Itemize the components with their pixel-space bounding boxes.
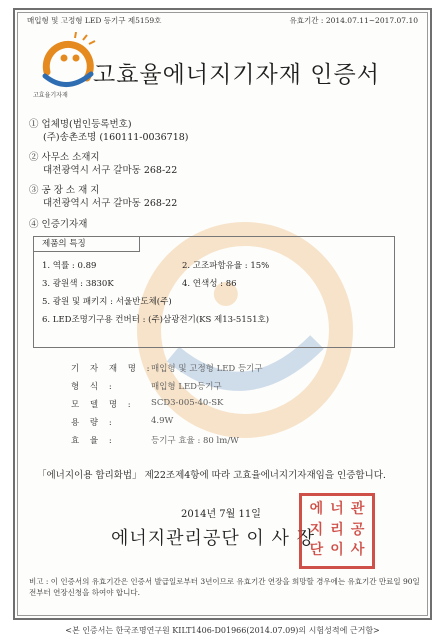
spec-row <box>42 313 269 325</box>
certificate-number: 매입형 및 고정형 LED 등기구 제5159호 <box>27 16 162 25</box>
seal-char: 에 <box>309 501 324 517</box>
company-section <box>29 118 189 144</box>
remarks-note: 비고 : 이 인증서의 유효기간은 인증서 발급일로부터 3년이므로 유효기간 연장을 희망할 경우에는 유효기간 만료일 90일전부터 연장신청을 하여야 합니다. <box>29 577 420 597</box>
issuer-name: 에너지관리공단 이 사 장 <box>111 528 316 549</box>
seal-char: 이 <box>330 542 344 559</box>
info-row-efficiency <box>71 434 239 446</box>
info-value: 매입형 및 고정형 LED 등기구 <box>151 364 263 374</box>
equipment-label: ④ 인증기자재 <box>29 219 88 230</box>
issue-date: 2014년 7월 11일 <box>181 509 261 520</box>
seal-char: 공 <box>350 521 365 538</box>
info-value: SCD3-005-40-SK <box>151 398 224 408</box>
spec-item: 3. 광원색 : 3830K <box>42 279 114 289</box>
page-title: 고효율에너지기자재 인증서 <box>93 62 380 88</box>
info-value: 매입형 LED등기구 <box>151 382 222 392</box>
logo-caption: 고효율기자재 <box>33 92 68 99</box>
seal-char: 사 <box>350 542 365 559</box>
validity-period: 유효기간 : 2014.07.11~2017.07.10 <box>289 16 418 25</box>
info-key: 용 량 : <box>71 418 116 428</box>
info-key: 기 자 재 명 : <box>71 364 154 374</box>
certification-statement: 「에너지이용 합리화법」 제22조제4항에 따라 고효율에너지기자재임을 인증합니다. <box>37 470 386 481</box>
factory-value: 대전광역시 서구 갈마동 268-22 <box>43 198 178 209</box>
info-row-type <box>71 380 222 392</box>
spec-table <box>33 236 395 348</box>
office-label: ② 사무소 소재지 <box>29 152 100 163</box>
factory-section <box>29 184 177 210</box>
spec-item: 1. 역률 : 0.89 <box>42 261 97 271</box>
seal-char: 지 <box>309 521 324 538</box>
info-row-capacity <box>71 416 174 428</box>
info-value: 등기구 효율 : 80 lm/W <box>151 436 239 446</box>
official-seal <box>299 493 375 569</box>
spec-item: 6. LED조명기구용 컨버터 : (주)삼광전기(KS 제13-5151호) <box>42 315 270 325</box>
seal-char: 단 <box>309 542 324 559</box>
info-key: 모 델 명 : <box>71 400 135 410</box>
footer-basis: <본 인증서는 한국조명연구원 KILT1406-D01966(2014.07.09)의 시험성적에 근거함> <box>65 626 380 635</box>
info-key: 형 식 : <box>71 382 116 392</box>
company-value: (주)송촌조명 (160111-0036718) <box>43 132 189 143</box>
company-label: ① 업체명(법인등록번호) <box>29 119 132 130</box>
factory-label: ③ 공 장 소 재 지 <box>29 185 100 196</box>
info-key: 효 율 : <box>71 436 116 446</box>
info-row-model <box>71 398 224 410</box>
seal-char: 너 <box>330 501 344 517</box>
spec-table-title: 제품의 특징 <box>34 237 140 252</box>
seal-char: 리 <box>330 521 344 538</box>
spec-item: 5. 광원 및 패키지 : 서울반도체(주) <box>42 297 172 307</box>
seal-char: 관 <box>350 501 365 517</box>
office-section <box>29 151 177 177</box>
info-value: 4.9W <box>151 416 174 426</box>
spec-row <box>42 295 172 307</box>
office-value: 대전광역시 서구 갈마동 268-22 <box>43 165 178 176</box>
spec-item: 2. 고조파함유율 : 15% <box>182 261 270 271</box>
spec-item: 4. 연색성 : 86 <box>182 279 237 289</box>
info-row-name <box>71 362 263 374</box>
spec-row <box>42 259 270 271</box>
certificate-frame <box>13 8 432 620</box>
spec-row <box>42 277 237 289</box>
